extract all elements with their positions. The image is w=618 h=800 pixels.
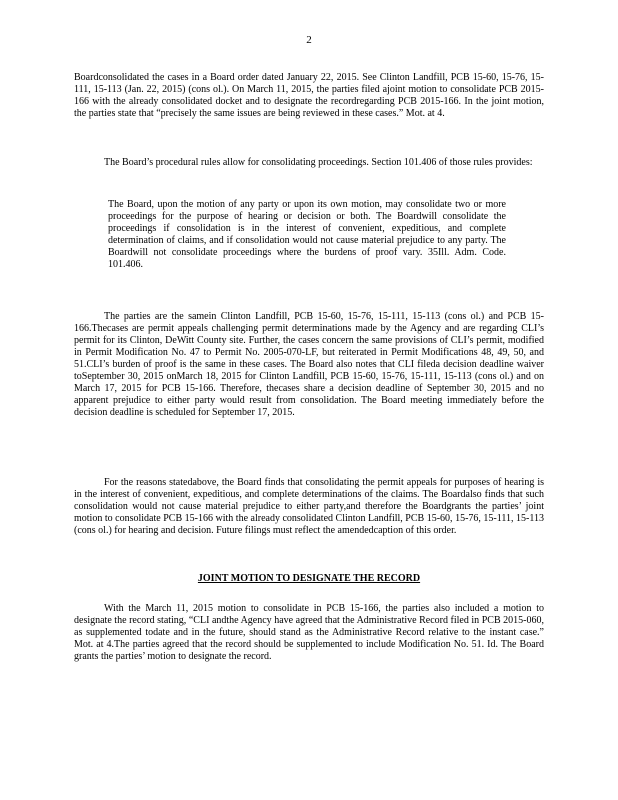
- paragraph-same-parties: The parties are the samein Clinton Landfill, PCB 15-60, 15-76, 15-111, 15-113 (cons ol.) and PCB 15-166.Thecases are permit appeals challenging permit determinations made by the Agency and are regarding CLI’s permit for its Clinton, DeWitt County site. Further, the cases concern the same provisions of CLI’s permit, modified in Permit Modification No. 47 to Permit No. 2005-070-LF, but reiterated in Permit Modifications 48, 49, 50, and 51.CLI’s burden of proof is the same in these cases. The Board also notes that CLI fileda decision deadline waiver toSeptember 30, 2015 onMarch 18, 2015 for Clinton Landfill, PCB 15-60, 15-76, 15-111, 15-113 (cons ol.) and on March 17, 2015 for PCB 15-166. Therefore, thecases share a decision deadline of September 30, 2015 and no apparent prejudice to either party would result from consolidation. The Board meeting immediately before the decision deadline is scheduled for September 17, 2015.: [74, 311, 544, 418]
- block-quote-section-101-406: The Board, upon the motion of any party or upon its own motion, may consolidate two or more proceedings for the purpose of hearing or decision or both. The Boardwill consolidate the proceedings if consolidation is in the interest of convenient, expeditious, and complete determination of claims, and if consolidation would not cause material prejudice to any party. The Boardwill not consolidate proceedings where the burdens of proof vary. 35Ill. Adm. Code. 101.406.: [108, 199, 506, 270]
- paragraph-procedural-rules: The Board’s procedural rules allow for consolidating proceedings. Section 101.406 of those rules provides:: [74, 157, 533, 168]
- paragraph-consolidation-history: Boardconsolidated the cases in a Board order dated January 22, 2015. See Clinton Landfill, PCB 15-60, 15-76, 15-111, 15-113 (Jan. 22, 2015) (cons ol.). On March 11, 2015, the parties filed ajoint motion to consolidate PCB 2015-166 with the already consolidated docket and to designate the recordregarding PCB 2015-166. In the joint motion, the parties state that “precisely the same issues are being reviewed in these cases.” Mot. at 4.: [74, 72, 544, 119]
- paragraph-designate-record: With the March 11, 2015 motion to consolidate in PCB 15-166, the parties also included a motion to designate the record stating, “CLI andthe Agency have agreed that the Administrative Record filed in PCB 2015-060, as supplemented todate and in the future, should stand as the Administrative Record relative to the instant case.” Mot. at 4.The parties agreed that the record should be supplemented to include Modification No. 51. Id. The Board grants the parties’ motion to designate the record.: [74, 603, 544, 662]
- section-heading: [0, 573, 618, 584]
- paragraph-board-findings: For the reasons statedabove, the Board finds that consolidating the permit appeals for purposes of hearing is in the interest of convenient, expeditious, and complete determinations of the claims. The Boardalso finds that such consolidation would not cause material prejudice to either party,and therefore the Boardgrants the parties’ joint motion to consolidate PCB 15-166 with the already consolidated Clinton Landfill, PCB 15-60, 15-76, 15-111, 15-113 (cons ol.) for hearing and decision. Future filings must reflect the amendedcaption of this order.: [74, 477, 544, 536]
- section-heading-text: JOINT MOTION TO DESIGNATE THE RECORD: [197, 573, 421, 584]
- page-number: 2: [306, 34, 312, 46]
